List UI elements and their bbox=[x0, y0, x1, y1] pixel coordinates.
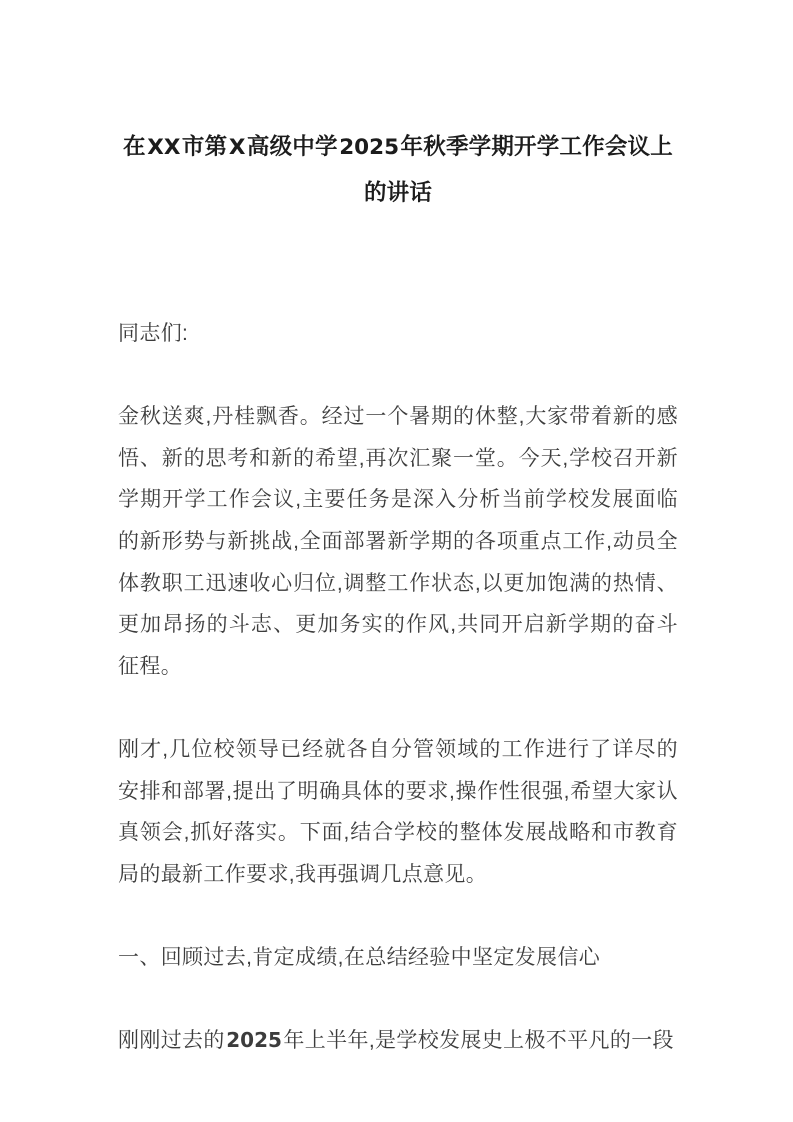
title-segment-2: 市第 bbox=[181, 134, 228, 159]
paragraph-1: 金秋送爽,丹桂飘香。经过一个暑期的休整,大家带着新的感悟、新的思考和新的希望,再次汇聚一堂。今天,学校召开新学期开学工作会议,主要任务是深入分析当前学校发展面临的新形势与新挑战,全面部署新学期的各项重点工作,动员全体教职工迅速收心归位,调整工作状态,以更加饱满的热情、更加昂扬的斗志、更加务实的作风,共同开启新学期的奋斗征程。 bbox=[118, 405, 678, 678]
paragraph-3-segment-2: 年上半年,是学校发展史上极不平凡的一段 bbox=[283, 1029, 674, 1053]
title-segment-3: 高级中学 bbox=[246, 134, 338, 159]
paragraph-3-latin-year: 2025 bbox=[226, 1028, 282, 1053]
title-segment-4: 年秋季学期开学工作会议 bbox=[400, 134, 651, 159]
section-heading-1: 一、回顾过去,肯定成绩,在总结经验中坚定发展信心 bbox=[118, 945, 601, 969]
title-latin-year: 2025 bbox=[339, 135, 400, 160]
title-line-2: 上的讲话 bbox=[363, 134, 673, 205]
paragraph-3 bbox=[118, 1020, 678, 1062]
document-title bbox=[118, 0, 678, 215]
document-content-column bbox=[118, 0, 678, 1062]
paragraph-3-segment-1: 刚刚过去的 bbox=[118, 1029, 225, 1053]
title-latin-number-placeholder: X bbox=[228, 135, 246, 160]
salutation: 同志们: bbox=[118, 322, 189, 345]
paragraph-2: 刚才,几位校领导已经就各自分管领域的工作进行了详尽的安排和部署,提出了明确具体的要求,操作性很强,希望大家认真领会,抓好落实。下面,结合学校的整体发展战略和市教育局的最新工作要求,我再强调几点意见。 bbox=[118, 737, 678, 886]
title-latin-school-placeholder: XX bbox=[147, 135, 181, 160]
title-segment-1: 在 bbox=[123, 134, 146, 159]
